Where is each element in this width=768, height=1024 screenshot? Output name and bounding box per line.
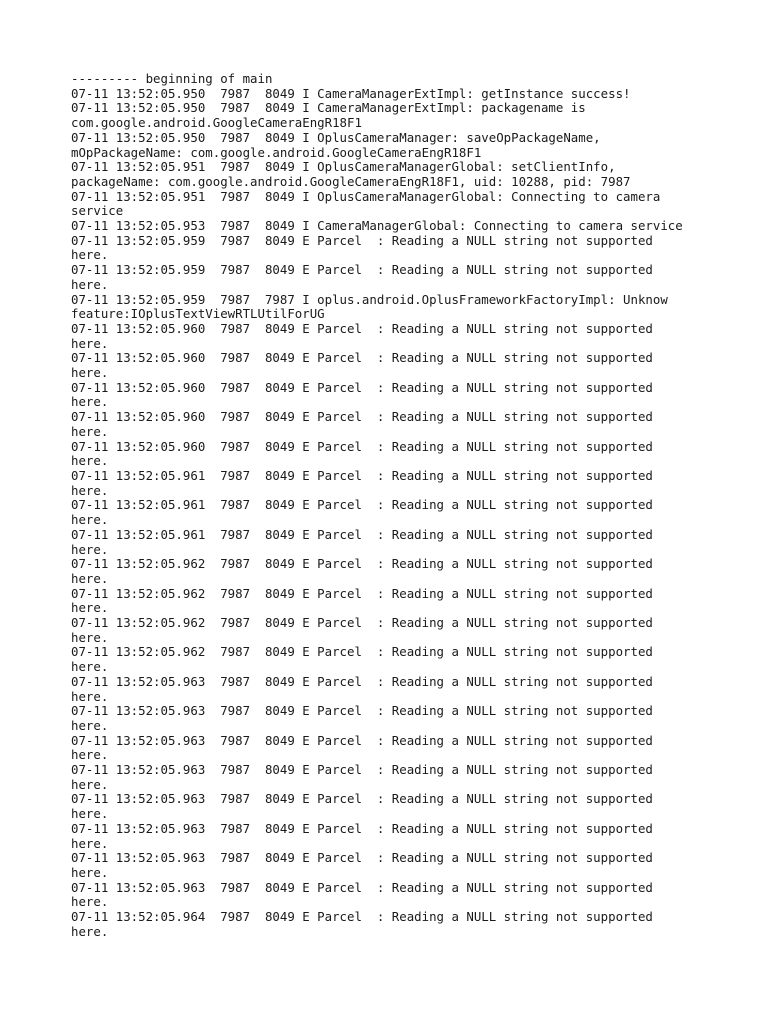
log-line: packageName: com.google.android.GoogleCameraEngR18F1, uid: 10288, pid: 7987 — [71, 173, 631, 189]
log-line: feature:IOplusTextViewRTLUtilForUG — [71, 306, 325, 322]
log-line: 07-11 13:52:05.961 7987 8049 E Parcel : Reading a NULL string not supported — [71, 497, 653, 513]
log-line: 07-11 13:52:05.960 7987 8049 E Parcel : Reading a NULL string not supported — [71, 379, 653, 395]
log-line: 07-11 13:52:05.964 7987 8049 E Parcel : Reading a NULL string not supported — [71, 909, 653, 925]
log-line: here. — [71, 600, 109, 616]
log-line: here. — [71, 276, 109, 292]
log-line: here. — [71, 512, 109, 528]
log-line: mOpPackageName: com.google.android.GoogleCameraEngR18F1 — [71, 144, 482, 160]
log-line: 07-11 13:52:05.962 7987 8049 E Parcel : Reading a NULL string not supported — [71, 615, 653, 631]
log-line: 07-11 13:52:05.961 7987 8049 E Parcel : Reading a NULL string not supported — [71, 526, 653, 542]
log-line: 07-11 13:52:05.962 7987 8049 E Parcel : Reading a NULL string not supported — [71, 644, 653, 660]
log-line: here. — [71, 394, 109, 410]
log-line: 07-11 13:52:05.951 7987 8049 I OplusCameraManagerGlobal: Connecting to camera — [71, 188, 661, 204]
log-line: 07-11 13:52:05.959 7987 8049 E Parcel : Reading a NULL string not supported — [71, 232, 653, 248]
log-line: 07-11 13:52:05.963 7987 8049 E Parcel : Reading a NULL string not supported — [71, 791, 653, 807]
log-line: here. — [71, 923, 109, 939]
log-line: here. — [71, 541, 109, 557]
log-line: 07-11 13:52:05.963 7987 8049 E Parcel : Reading a NULL string not supported — [71, 673, 653, 689]
log-line: 07-11 13:52:05.963 7987 8049 E Parcel : Reading a NULL string not supported — [71, 850, 653, 866]
log-line: here. — [71, 629, 109, 645]
log-line: 07-11 13:52:05.950 7987 8049 I OplusCameraManager: saveOpPackageName, — [71, 129, 601, 145]
log-line: 07-11 13:52:05.951 7987 8049 I OplusCameraManagerGlobal: setClientInfo, — [71, 159, 616, 175]
log-line: 07-11 13:52:05.960 7987 8049 E Parcel : Reading a NULL string not supported — [71, 409, 653, 425]
log-line: --------- beginning of main — [71, 71, 273, 86]
log-line: 07-11 13:52:05.962 7987 8049 E Parcel : Reading a NULL string not supported — [71, 556, 653, 572]
log-line: 07-11 13:52:05.960 7987 8049 E Parcel : Reading a NULL string not supported — [71, 320, 653, 336]
log-text — [71, 72, 711, 939]
log-line: here. — [71, 247, 109, 263]
log-line: 07-11 13:52:05.963 7987 8049 E Parcel : Reading a NULL string not supported — [71, 879, 653, 895]
log-line: service — [71, 203, 124, 219]
log-line: here. — [71, 717, 109, 733]
log-line: 07-11 13:52:05.962 7987 8049 E Parcel : Reading a NULL string not supported — [71, 585, 653, 601]
log-line: here. — [71, 835, 109, 851]
log-line: 07-11 13:52:05.959 7987 7987 I oplus.android.OplusFrameworkFactoryImpl: Unknow — [71, 291, 668, 307]
log-line: 07-11 13:52:05.963 7987 8049 E Parcel : Reading a NULL string not supported — [71, 703, 653, 719]
log-line: here. — [71, 335, 109, 351]
log-line: 07-11 13:52:05.950 7987 8049 I CameraManagerExtImpl: getInstance success! — [71, 85, 631, 101]
log-line: 07-11 13:52:05.961 7987 8049 E Parcel : Reading a NULL string not supported — [71, 467, 653, 483]
log-line: here. — [71, 776, 109, 792]
log-line: here. — [71, 365, 109, 381]
log-line: here. — [71, 688, 109, 704]
log-line: here. — [71, 570, 109, 586]
log-line: 07-11 13:52:05.960 7987 8049 E Parcel : Reading a NULL string not supported — [71, 438, 653, 454]
log-line: here. — [71, 659, 109, 675]
log-line: 07-11 13:52:05.963 7987 8049 E Parcel : Reading a NULL string not supported — [71, 820, 653, 836]
log-line: 07-11 13:52:05.960 7987 8049 E Parcel : Reading a NULL string not supported — [71, 350, 653, 366]
log-line: 07-11 13:52:05.959 7987 8049 E Parcel : Reading a NULL string not supported — [71, 262, 653, 278]
log-line: here. — [71, 747, 109, 763]
log-line: 07-11 13:52:05.953 7987 8049 I CameraManagerGlobal: Connecting to camera service — [71, 218, 683, 234]
log-line: here. — [71, 806, 109, 822]
log-line: here. — [71, 482, 109, 498]
log-line: com.google.android.GoogleCameraEngR18F1 — [71, 115, 362, 131]
log-line: 07-11 13:52:05.963 7987 8049 E Parcel : Reading a NULL string not supported — [71, 732, 653, 748]
log-line: 07-11 13:52:05.950 7987 8049 I CameraManagerExtImpl: packagename is — [71, 100, 586, 116]
log-line: here. — [71, 423, 109, 439]
log-line: here. — [71, 864, 109, 880]
log-line: here. — [71, 453, 109, 469]
log-line: 07-11 13:52:05.963 7987 8049 E Parcel : Reading a NULL string not supported — [71, 762, 653, 778]
log-line: here. — [71, 894, 109, 910]
